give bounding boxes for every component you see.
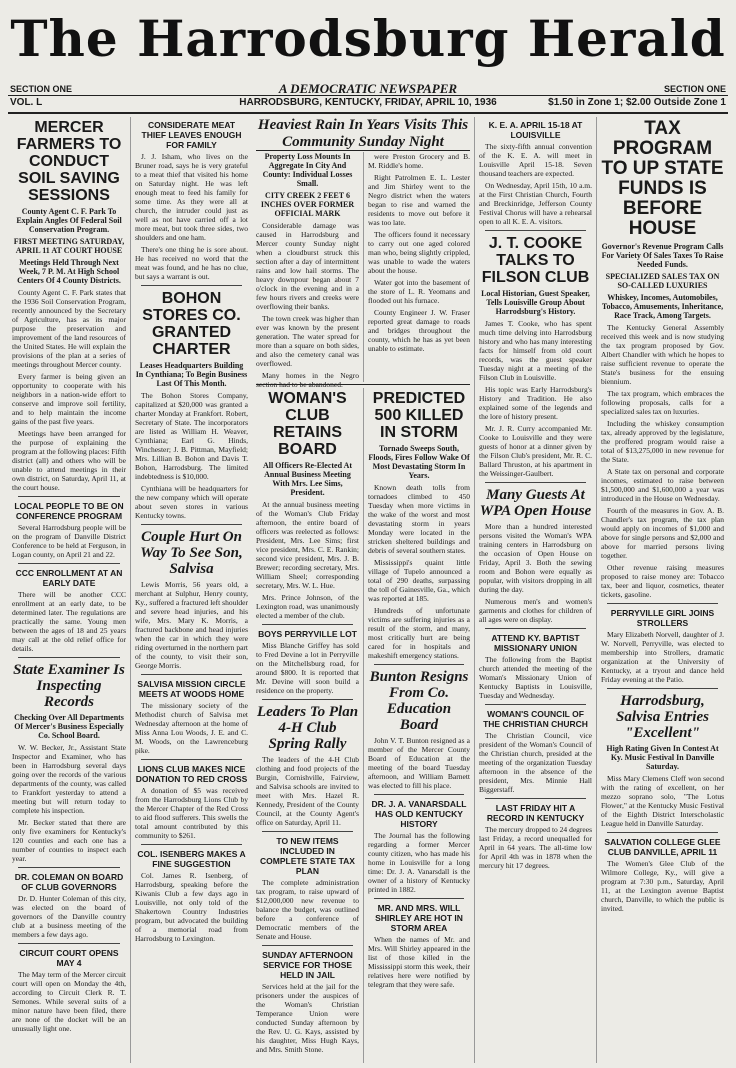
article-paragraph: W. W. Becker, Jr., Assistant State Inspector and Examiner, who has been in Harrodsburg several days going over the records of the various departments of the county, was called to Frankfort yesterday to attend a meeting but will return today to complete his inspection. — [12, 743, 126, 815]
article-paragraph: County Agent C. F. Park states that the 1936 Soil Conservation Program, recently announced by the Secretary of Agriculture, has as its major purpose the preservation and improvement of the land resources of the United States. He will explain the provisions of the plan at a series of meetings throughout Mercer county. — [12, 288, 126, 369]
dateline-bar — [10, 97, 726, 111]
rain-story-right — [363, 152, 474, 382]
article-paragraph: More than a hundred interested persons visited the Woman's WPA training centers in Harrodsburg on the occasion of Open House on Friday, April 3. Both the sewing room and Bohon were equally as popular, with visitors dropping in all during the day. — [479, 522, 592, 594]
article-paragraph: A donation of $5 was received from the Harrodsburg Lions Club by the Mercer Chapter of the Red Cross to aid flood sufferers. This swells the total amount contributed by this community to $261. — [135, 786, 248, 840]
divider — [18, 496, 120, 497]
rain-story-left — [252, 152, 363, 389]
divider — [141, 285, 242, 286]
article-paragraph: Services held at the jail for the prisoners under the auspices of the Woman's Christian Temperance Union were conducted Sunday afternoon by the Rev. U. G. Kays, assisted by his daughter, Miss Hugh Kays, and Mrs. Smith Stone. — [256, 982, 359, 1054]
divider — [141, 674, 242, 675]
deck: CITY CREEK 2 FEET 6 INCHES OVER FORMER OFFICIAL MARK — [260, 191, 355, 218]
article-paragraph: Mary Elizabeth Norvell, daughter of J. W. Norvell, Perryville, was elected to membership into Strollers, dramatic organization at the University of Kentucky, at a tryout and dance held Friday evening at the Patio. — [601, 630, 724, 684]
divider — [8, 95, 728, 96]
article-paragraph: The Bohon Stores Company, capitalized at $20,000 was granted a charter Monday at Frankfort. Robert, Secretary of State. The incorporators are listed as William H. Weaver, Cynthiana; Earl G. Hinds, Winchester; J. B. Pittman, Mayfield; Mrs. Lillian B. Bohon and Davis T. Bohon, Harrodsburg. The limited indebtedness is $10,000. — [135, 391, 248, 481]
headline: MR. AND MRS. WILL SHIRLEY ARE HOT IN STORM AREA — [375, 903, 463, 933]
headline: TAX PROGRAM TO UP STATE FUNDS IS BEFORE HOUSE — [601, 118, 724, 239]
divider — [18, 867, 120, 868]
divider — [141, 524, 242, 525]
deck: SPECIALIZED SALES TAX ON SO-CALLED LUXURIES — [605, 272, 720, 290]
article-paragraph: The Kentucky General Assembly received this week and is now studying the tax program proposed by Gov. Albert Chandler with which he hopes to raise sufficient revenue to operate the State's business for the ensuing biennium. — [601, 323, 724, 386]
deck: FIRST MEETING SATURDAY, APRIL 11 AT COURT HOUSE — [13, 237, 125, 255]
divider — [485, 482, 586, 483]
article-paragraph: Other revenue raising measures proposed to raise money are: Tobacco tax, beer and liquor, cosmetics, theater tickets, gasoline. — [601, 563, 724, 599]
article-paragraph: On Wednesday, April 15th, 10 a.m. at the First Christian Church, Fourth and Breckinridge, Jefferson County Festival Chorus will have a rehearsal open to all K. E. A. visitors. — [479, 181, 592, 226]
divider — [262, 831, 353, 832]
article-paragraph: Meetings have been arranged for the purpose of explaining the program at the following places: Fifth district (all) and others who will be unable to attend meetings in their own district, on Saturday, April 11, at the court house. — [12, 429, 126, 492]
rain-story — [252, 152, 474, 389]
divider — [256, 150, 470, 151]
article-paragraph: The sixty-fifth annual convention of the K. E. A. will meet in Louisville April 15-18. Seven thousand teachers are expected. — [479, 142, 592, 178]
headline: PERRYVILLE GIRL JOINS STROLLERS — [610, 608, 715, 628]
article-paragraph: Mississippi's quaint little village of Tupelo announced a total of 290 deaths, surpassing the toll of Gainesville, Ga., which was reported at 185. — [368, 558, 470, 603]
article-paragraph: A State tax on personal and corporate incomes, estimated to raise between $1,500,000 and $1,600,000 a year was introduced in the House on Wednesday. — [601, 467, 724, 503]
article-paragraph: At the annual business meeting of the Woman's Club Friday afternoon, the entire board of officers was reelected as follows: President, Mrs. Lee Sims; first vice president, Mrs. C. E. Rankin; second vice president, Mrs. J. B. Brewer; recording secretary, Mrs. William Sheel; corresponding secretary, Mrs. W. L. Hue. — [256, 500, 359, 590]
headline: BOYS PERRYVILLE LOT — [258, 629, 357, 639]
headline: LAST FRIDAY HIT A RECORD IN KENTUCKY — [486, 803, 585, 823]
divider — [607, 603, 718, 604]
headline: State Examiner Is Inspecting Records — [13, 662, 125, 710]
article-paragraph: Col. James R. Isenberg, of Harrodsburg, speaking before the Kiwanis Club a few days ago in Louisville, not only told of the Shakertown Country Industries program, but advocated the building of a memorial road from Harrodsburg to Lexington. — [135, 871, 248, 943]
article-paragraph: were Preston Grocery and B. M. Riddle's home. — [368, 152, 470, 170]
headline: SUNDAY AFTERNOON SERVICE FOR THOSE HELD IN JAIL — [262, 950, 353, 980]
deck: Checking Over All Departments Of Mercer's Business Especially Co. School Board. — [14, 713, 124, 740]
divider — [485, 230, 586, 231]
deck: Meetings Held Through Next Week, 7 P. M. At High School Centers Of 4 County Districts. — [17, 258, 121, 285]
headline: SALVISA MISSION CIRCLE MEETS AT WOODS HOME — [137, 679, 246, 699]
headline: LOCAL PEOPLE TO BE ON CONFERENCE PROGRAM — [14, 501, 124, 521]
article-paragraph: The tax program, which embraces the following proposals, calls for a specialized sales tax on luxuries. — [601, 389, 724, 416]
headline: WOMAN'S COUNCIL OF THE CHRISTIAN CHURCH — [483, 709, 588, 729]
headline: CONSIDERATE MEAT THIEF LEAVES ENOUGH FOR FAMILY — [141, 120, 242, 150]
article-paragraph: The Women's Glee Club of the Wilmore College, Ky., will give a program at 7:30 p.m., Saturday, April 11, at the Lexington avenue Baptist church, Danville, to which the public is invited. — [601, 859, 724, 913]
article-paragraph: Water got into the basement of the store of L. R. Yeomans and flooded out his furnace. — [368, 278, 470, 305]
deck: County Agent C. F. Park To Explain Angles Of Federal Soil Conservation Program. — [16, 207, 122, 234]
ear-left: SECTION ONE — [10, 84, 73, 94]
price: $1.50 in Zone 1; $2.00 Outside Zone 1 — [548, 97, 726, 108]
article-paragraph: J. J. Isham, who lives on the Bruner road, says he is very grateful to a meat thief that visited his home on Saturday night. He was left enough meat to feed his family for some time. As they were all at church, the intruder could just as well as not have carried off a lot more meat, but took three sides, two shoulders and one ham. — [135, 152, 248, 242]
article-paragraph: The officers found it necessary to carry out one aged colored man who, being slightly crippled, was unable to wade the waters about the house. — [368, 230, 470, 275]
column-3b — [363, 388, 474, 1063]
article-paragraph: Considerable damage was caused in Harrodsburg and Mercer county Sunday night when a cloudburst struck this section after a day of intermittent rains and low hail storms. The heavy downpour began about 7 o'clock in the evening and in a few hours rivers and creeks were overflowing their banks. — [256, 221, 359, 311]
headline: CCC ENROLLMENT AT AN EARLY DATE — [15, 568, 123, 588]
article-paragraph: Miss Mary Clemens Cleff won second with the rating of excellent, on her mezzo soprano solo, "The Lotus Flower," at the Kentucky Music Festival of the Eighth District Interscholastic League held in Danville Saturday. — [601, 774, 724, 828]
headline: Couple Hurt On Way To See Son, Salvisa — [140, 529, 243, 577]
headline: TO NEW ITEMS INCLUDED IN COMPLETE STATE TAX PLAN — [260, 836, 355, 876]
headline: Bunton Resigns From Co. Education Board — [369, 669, 469, 733]
article-paragraph: The leaders of the 4-H Club clothing and food projects of the Burgin, Cornishville, Fairview, and Salvisa schools are invited to meet with Mrs. Hazel R. Kennedy, President of the County Council, at the County Agent's office on Saturday, April 11. — [256, 755, 359, 827]
tagline: A DEMOCRATIC NEWSPAPER — [278, 81, 458, 96]
divider — [607, 688, 718, 689]
dateline: HARRODSBURG, KENTUCKY, FRIDAY, APRIL 10, 1936 — [239, 97, 497, 108]
divider — [18, 657, 120, 658]
deck: Tornado Sweeps South, Floods, Fires Follow Wake Of Most Devastating Storm In Years. — [368, 444, 470, 480]
article-paragraph: The Christian Council, vice president of the Woman's Council of the Christian church, presided at the meeting of the organization Tuesday afternoon in the absence of the president, Mrs. Minnie Hall Biggerstaff. — [479, 731, 592, 794]
headline: CIRCUIT COURT OPENS MAY 4 — [19, 948, 119, 968]
headline: ATTEND KY. BAPTIST MISSIONARY UNION — [491, 633, 580, 653]
article-paragraph: Mr. J. R. Curry accompanied Mr. Cooke to Louisville and they were guests of honor at a dinner given by the Filson Club's president, Mr. R. C. Ballard Thruston, at his apartment in the Weissinger-Gaulbert. — [479, 424, 592, 478]
article-paragraph: There will be another CCC enrollment at an early date, to be determined later. The regulations are practically the same. Young men between the ages of 18 and 25 years may call at the old relief office for details. — [12, 590, 126, 653]
column-3a — [252, 388, 363, 1063]
article-paragraph: The May term of the Mercer circuit court will open on Monday the 4th, according to Circuit Clerk R. T. Semones. While several suits of a minor nature have been filed, there are none of the docket will be an unusually light one. — [12, 970, 126, 1033]
headline: Harrodsburg, Salvisa Entries "Excellent" — [616, 693, 709, 741]
divider — [485, 798, 586, 799]
divider — [607, 832, 718, 833]
headline: J. T. COOKE TALKS TO FILSON CLUB — [481, 235, 590, 286]
article-paragraph: James T. Cooke, who has spent much time delving into Harrodsburg history and who has many interesting facts for himself from old court records, was the guest speaker Tuesday night at a meeting of the Filson Club in Louisville. — [479, 319, 592, 382]
divider — [374, 664, 464, 665]
headline: WOMAN'S CLUB RETAINS BOARD — [268, 390, 347, 458]
article-paragraph: Mrs. Prince Johnson, of the Lexington road, was unanimously elected a member of the club. — [256, 593, 359, 620]
column-5 — [596, 117, 728, 1063]
article-paragraph: When the names of Mr. and Mrs. Will Shirley appeared in the list of those killed in the Mississippi storm this week, their relatives here were notified by telegram that they were safe. — [368, 935, 470, 989]
divider — [262, 624, 353, 625]
article-paragraph: Cynthiana will be headquarters for the new company which will operate about seven stores in various Kentucky towns. — [135, 484, 248, 520]
article-paragraph: There's one thing he is sore about. He has received no word that the meat was found, and he has no clue, but says a warrant is out. — [135, 245, 248, 281]
headline: DR. J. A. VANARSDALL HAS OLD KENTUCKY HISTORY — [371, 799, 467, 829]
volume: VOL. L — [10, 97, 43, 108]
divider — [18, 943, 120, 944]
headline: PREDICTED 500 KILLED IN STORM — [372, 390, 466, 441]
deck: High Rating Given In Contest At Ky. Music Festival In Danville Saturday. — [606, 744, 719, 771]
divider — [485, 704, 586, 705]
article-paragraph: County Engineer J. W. Fraser reported great damage to roads and bridges throughout the county, which he has as yet been unable to estimate. — [368, 308, 470, 353]
headline: MERCER FARMERS TO CONDUCT SOIL SAVING SESSIONS — [16, 119, 122, 204]
banner-headline: Heaviest Rain In Years Visits This Community Sunday Night — [257, 117, 469, 150]
deck: All Officers Re-Elected At Annual Business Meeting With Mrs. Lee Sims, President. — [262, 461, 353, 497]
column-2 — [130, 117, 252, 1063]
article-paragraph: Fourth of the measures in Gov. A. B. Chandler's tax program, the tax plan would apply on incomes of $1,000 and above for single persons and $2,000 and above for married persons living together. — [601, 506, 724, 560]
article-paragraph: Miss Blanche Griffey has sold to Fred Devine a lot in Perryville on the Mitchellsburg road, for around $800. It is reported that Mr. Devine will soon build a residence on the property. — [256, 641, 359, 695]
headline: SALVATION COLLEGE GLEE CLUB DANVILLE, APRIL 11 — [604, 837, 721, 857]
article-paragraph: Including the whiskey consumption tax, already approved by the legislature, the proffered program would raise a total of $13,275,000 in new revenue for the State. — [601, 419, 724, 464]
column-4 — [474, 117, 596, 1063]
ear-right: SECTION ONE — [663, 84, 726, 94]
divider — [141, 844, 242, 845]
article-paragraph: Right Patrolmen E. L. Lester and Jim Shirley went to the Negro district when the waters began to rise and warned the residents to move out before it was too late. — [368, 173, 470, 227]
deck: Governor's Revenue Program Calls For Variety Of Sales Taxes To Raise Needed Funds. — [601, 242, 724, 269]
article-paragraph: John V. T. Bunton resigned as a member of the Mercer County Board of Education at the meeting of the board Tuesday afternoon, and William Barnett was elected to fill his place. — [368, 736, 470, 790]
article-paragraph: The town creek was higher than ever was known by the present generation. The water spread for more than a square on both sides, and also the cemetery canal was overflowed. — [256, 314, 359, 368]
masthead — [8, 4, 728, 78]
divider — [374, 794, 464, 795]
banner-headline-block — [252, 117, 474, 151]
divider — [18, 563, 120, 564]
headline: Many Guests At WPA Open House — [479, 487, 592, 519]
divider — [256, 384, 470, 385]
headline: BOHON STORES CO. GRANTED CHARTER — [142, 290, 241, 358]
article-paragraph: The complete administration tax program, to raise upward of $12,000,000 new revenue to balance the budget, was outlined before a conference of Democratic members of the Senate and House. — [256, 878, 359, 941]
newspaper-title: The Harrodsburg Herald — [10, 9, 726, 68]
article-paragraph: Every farmer is being given an opportunity to cooperate with his neighbors in a nation-wide effort to conserve and improve soil fertility, and to help maintain the income gains of the past five years. — [12, 372, 126, 426]
divider — [8, 112, 728, 114]
deck: Whiskey, Incomes, Automobiles, Tobacco, Amusements, Inheritance, Race Track, Among Targets. — [601, 293, 724, 320]
article-paragraph: Mr. Becker stated that there are only five examiners for Kentucky's 120 counties and each one has a number of counties to inspect each year. — [12, 818, 126, 863]
article-paragraph: Lewis Morris, 56 years old, a merchant at Sulphur, Henry county, Ky., suffered a fractured left shoulder and severe head injuries, and his wife, Mrs. Mary K. Morris, a fractured backbone and head injuries when the car in which they were riding overturned in the northern part of the county, to visit their son, George Morris. — [135, 580, 248, 670]
article-paragraph: The following from the Baptist church attended the meeting of the Woman's Missionary Union of Kentucky Baptists in Louisville, Tuesday and Wednesday. — [479, 655, 592, 700]
article-paragraph: Many homes in the Negro section had to be abandoned. — [256, 371, 359, 389]
article-paragraph: Dr. D. Hunter Coleman of this city, was elected on the board of governors of the Danville country club at a business meeting of the members a few days ago. — [12, 894, 126, 939]
headline: COL. ISENBERG MAKES A FINE SUGGESTION — [137, 849, 246, 869]
deck: Property Loss Mounts In Aggregate In City And County: Individual Losses Small. — [262, 152, 353, 188]
headline: DR. COLEMAN ON BOARD OF CLUB GOVERNORS — [14, 872, 124, 892]
article-paragraph: Numerous men's and women's garments and clothes for children of all ages were on display. — [479, 597, 592, 624]
article-paragraph: Hundreds of unfortunate victims are suffering injuries as a result of the storm, and many, most critically hurt are being cared for in hospitals and makeshift emergency stations. — [368, 606, 470, 660]
divider — [141, 759, 242, 760]
deck: Local Historian, Guest Speaker, Tells Louisville Group About Harrodsburg's History. — [481, 289, 590, 316]
column-1 — [8, 117, 130, 1063]
article-paragraph: The missionary society of the Methodist church of Salvisa met Wednesday afternoon at the home of Miss Anna Lou Woods, J. E. and C. M. Woods, on the Lawrenceburg pike. — [135, 701, 248, 755]
headline: K. E. A. APRIL 15-18 AT LOUISVILLE — [488, 120, 583, 140]
article-paragraph: His topic was Early Harrodsburg's History and Tradition. He also explained some of the legends and the lore of history present. — [479, 385, 592, 421]
deck: Leases Headquarters Building In Cynthiana; To Begin Business Last Of This Month. — [135, 361, 248, 388]
divider — [262, 945, 353, 946]
article-paragraph: Known death tolls from tornadoes climbed to 450 Tuesday when more victims in the wake of the worst and most devastating storm in years Monday were located in the stricken sheltered buildings and debris of several southern states. — [368, 483, 470, 555]
article-paragraph: Several Harrodsburg people will be on the program of Danville District Conference to be held at Ferguson, in Logan county, on April 21 and 22. — [12, 523, 126, 559]
article-paragraph: The mercury dropped to 24 degrees last Friday, a record unequalled for April in 64 years. The all-time low for April 4th was in 1878 when the mercury hit 17 degrees. — [479, 825, 592, 870]
headline: LIONS CLUB MAKES NICE DONATION TO RED CROSS — [135, 764, 248, 784]
divider — [374, 898, 464, 899]
headline: Leaders To Plan 4-H Club Spring Rally — [256, 704, 359, 752]
divider — [485, 628, 586, 629]
article-paragraph: The Journal has the following regarding a former Mercer county citizen, who has made his home in Louisville for a long time: Dr. J. A. Vanarsdall is the owner of a history of Kentucky printed in 1882. — [368, 831, 470, 894]
divider — [262, 699, 353, 700]
